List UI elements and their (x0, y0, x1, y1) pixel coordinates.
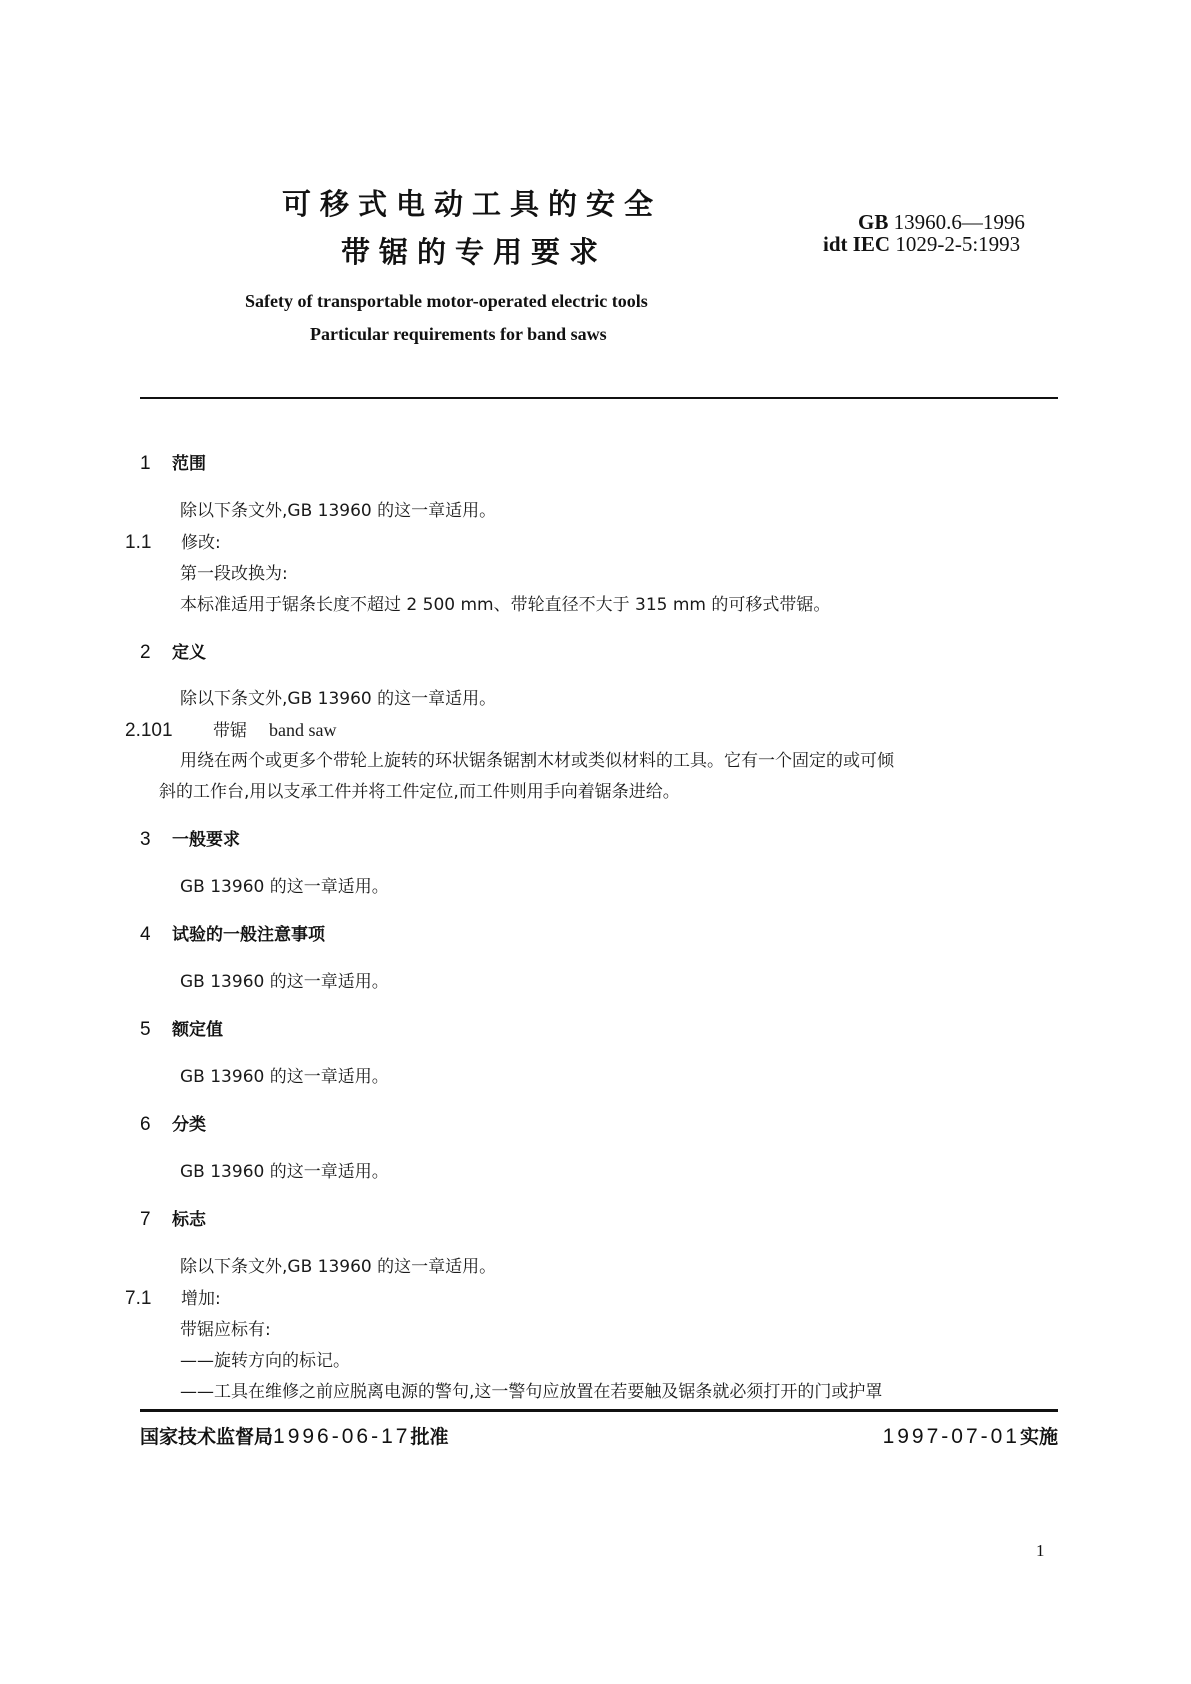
page-number: 1 (1036, 1541, 1045, 1560)
subsection-7-1-line3: ——工具在维修之前应脱离电源的警句,这一警句应放置在若要触及锯条就必须打开的门或护罩 (180, 1382, 883, 1402)
section-5-text: GB 13960 的这一章适用。 (180, 1067, 389, 1087)
subsection-heading-1-1 (125, 528, 221, 554)
idt-number (823, 232, 1020, 257)
section-heading-3 (140, 825, 240, 851)
section-number: 6 (140, 1114, 151, 1135)
section-heading-5 (140, 1015, 223, 1041)
standard-number-value: 13960.6—1996 (893, 210, 1025, 234)
section-heading-4 (140, 920, 325, 946)
subsection-number: 7.1 (125, 1288, 152, 1309)
section-2-text: 除以下条文外,GB 13960 的这一章适用。 (180, 689, 497, 709)
footer-approve-date: 1996-06-17 (273, 1425, 411, 1448)
title-en-line1: Safety of transportable motor-operated electric tools (245, 291, 648, 311)
section-title: 分类 (172, 1115, 206, 1135)
footer-approval (140, 1422, 448, 1449)
section-title: 额定值 (172, 1020, 223, 1040)
section-heading-7 (140, 1205, 206, 1231)
subsection-heading-7-1 (125, 1284, 221, 1310)
idt-prefix: idt IEC (823, 232, 891, 256)
subsection-title-en: band saw (269, 720, 337, 740)
footer-effective (883, 1422, 1058, 1449)
subsection-1-1-line1: 第一段改换为: (180, 564, 288, 584)
section-number: 1 (140, 453, 151, 474)
subsection-title: 修改: (181, 533, 221, 553)
section-number: 5 (140, 1019, 151, 1040)
subsection-1-1-line2: 本标准适用于锯条长度不超过 2 500 mm、带轮直径不大于 315 mm 的可移式带锯。 (180, 595, 831, 615)
section-3-text: GB 13960 的这一章适用。 (180, 877, 389, 897)
subsection-title: 带锯 (213, 721, 247, 741)
header-divider (140, 397, 1058, 399)
section-heading-2 (140, 638, 206, 664)
standard-prefix: GB (858, 210, 889, 234)
footer-divider (140, 1409, 1058, 1412)
section-title: 定义 (172, 643, 206, 663)
subsection-number: 2.101 (125, 720, 173, 741)
section-title: 试验的一般注意事项 (172, 925, 325, 945)
footer-effective-date: 1997-07-01 (882, 1425, 1020, 1448)
section-title: 范围 (172, 454, 206, 474)
section-4-text: GB 13960 的这一章适用。 (180, 972, 389, 992)
section-6-text: GB 13960 的这一章适用。 (180, 1162, 389, 1182)
subsection-7-1-line2: ——旋转方向的标记。 (180, 1351, 350, 1371)
title-en-line2: Particular requirements for band saws (310, 324, 607, 344)
subsection-heading-2-101 (125, 716, 336, 742)
footer-effective-label: 实施 (1019, 1426, 1058, 1448)
subsection-number: 1.1 (125, 532, 152, 553)
idt-number-value: 1029-2-5:1993 (895, 232, 1021, 256)
section-number: 4 (140, 924, 151, 945)
section-title: 标志 (172, 1210, 206, 1230)
subsection-2-101-line1: 用绕在两个或更多个带轮上旋转的环状锯条锯割木材或类似材料的工具。它有一个固定的或可倾 (180, 751, 894, 771)
footer-issuer: 国家技术监督局 (140, 1426, 274, 1448)
subsection-7-1-line1: 带锯应标有: (180, 1320, 271, 1340)
subsection-2-101-line2: 斜的工作台,用以支承工件并将工件定位,而工件则用手向着锯条进给。 (159, 782, 680, 802)
subsection-title: 增加: (181, 1289, 221, 1309)
title-cn-line1: 可移式电动工具的安全 (282, 187, 663, 221)
section-number: 2 (140, 642, 151, 663)
section-1-text: 除以下条文外,GB 13960 的这一章适用。 (180, 501, 497, 521)
section-heading-6 (140, 1110, 206, 1136)
section-title: 一般要求 (172, 830, 240, 850)
section-7-text: 除以下条文外,GB 13960 的这一章适用。 (180, 1257, 497, 1277)
footer-approve-label: 批准 (410, 1426, 449, 1448)
section-number: 7 (140, 1209, 151, 1230)
title-cn-line2: 带锯的专用要求 (341, 235, 608, 269)
section-heading-1 (140, 449, 206, 475)
section-number: 3 (140, 829, 151, 850)
